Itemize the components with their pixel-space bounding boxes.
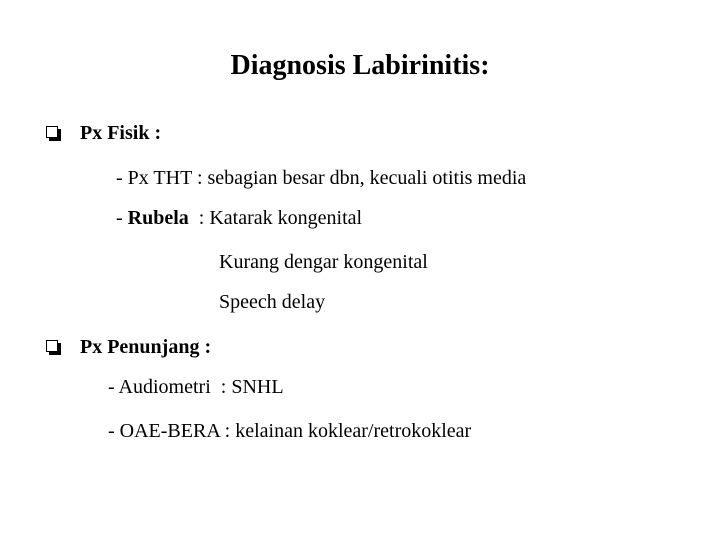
checkbox-bullet-icon [46,340,58,352]
item-kurang-dengar: Kurang dengar kongenital [219,251,428,273]
item-speech-delay: Speech delay [219,291,326,313]
section-heading-px-fisik: Px Fisik : [80,122,162,144]
item-audiometri: - Audiometri : SNHL [108,376,284,398]
checkbox-bullet-icon [46,126,58,138]
item-rubela [116,206,362,230]
item-oae-bera: - OAE-BERA : kelainan koklear/retrokoklear [108,420,472,442]
item-rubela-prefix: - [116,207,128,229]
item-rubela-text: : Katarak kongenital [188,207,363,229]
slide-title: Diagnosis Labirinitis: [230,50,490,81]
item-rubela-label: Rubela [127,207,189,229]
section-heading-px-penunjang: Px Penunjang : [80,336,212,358]
item-px-tht: - Px THT : sebagian besar dbn, kecuali otitis media [116,167,527,189]
